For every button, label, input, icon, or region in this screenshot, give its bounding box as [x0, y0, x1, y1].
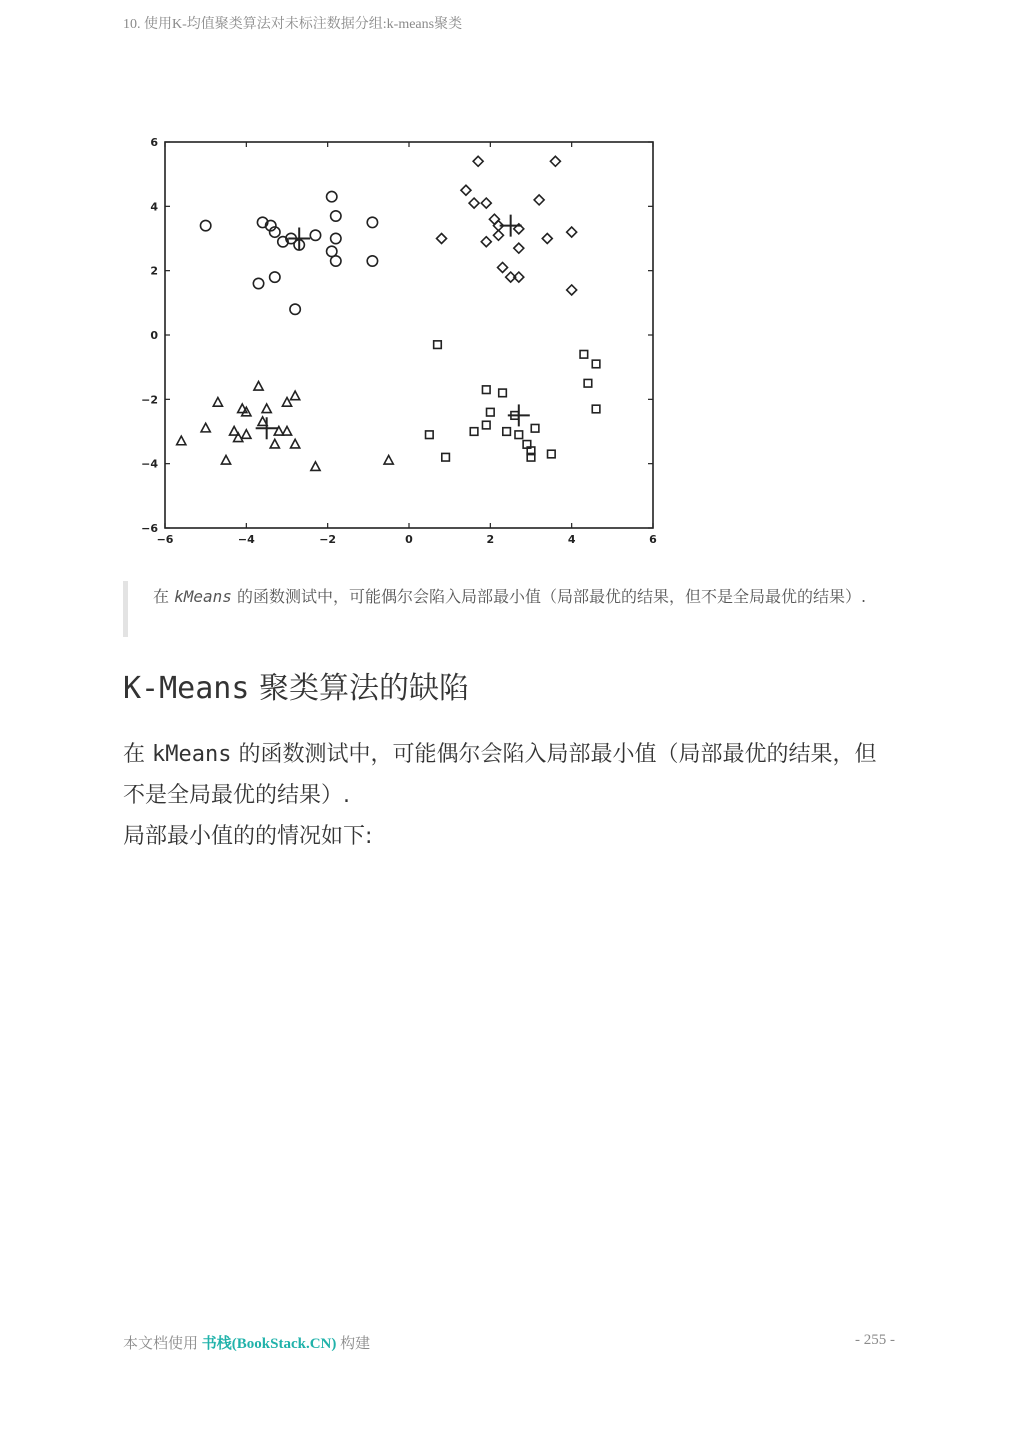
- x-tick-label: −2: [319, 533, 337, 546]
- plot-border: [165, 142, 653, 528]
- square-point: [531, 424, 539, 432]
- square-point: [515, 431, 523, 439]
- square-point: [548, 450, 556, 458]
- square-point: [470, 428, 478, 436]
- y-tick-label: 0: [150, 329, 158, 342]
- y-tick-label: −6: [141, 522, 158, 535]
- triangle-point: [291, 391, 300, 400]
- kmeans-scatter-figure: [123, 130, 695, 552]
- diamond-point: [481, 237, 491, 247]
- circle-point: [367, 256, 377, 266]
- x-tick-label: 4: [567, 533, 576, 546]
- diamond-point: [542, 234, 552, 244]
- x-tick-label: −6: [156, 533, 174, 546]
- circle-point: [327, 246, 337, 256]
- y-tick-label: −2: [141, 393, 158, 407]
- triangle-point: [311, 462, 320, 471]
- footer-suffix: 构建: [336, 1336, 371, 1352]
- footer-prefix: 本文档使用: [123, 1336, 202, 1352]
- page-number: - 255 -: [855, 1332, 895, 1348]
- square-point: [482, 421, 490, 429]
- axis-ticks: [141, 136, 657, 546]
- circle-point: [253, 278, 263, 288]
- section-title-mono: K-Means: [123, 671, 250, 706]
- triangle-point: [270, 439, 279, 448]
- square-point: [426, 431, 434, 439]
- circle-point: [290, 304, 300, 314]
- square-point: [580, 351, 588, 359]
- diamond-point: [481, 198, 491, 208]
- diamond-point: [461, 185, 471, 195]
- y-tick-label: 4: [150, 200, 158, 214]
- diamond-point: [534, 195, 544, 205]
- square-point: [442, 453, 450, 461]
- body-prefix: 在: [123, 742, 152, 767]
- body-code: kMeans: [152, 742, 232, 767]
- section-title-rest: 聚类算法的缺陷: [249, 671, 469, 706]
- plot-frame: [165, 142, 653, 528]
- quote-prefix: 在: [153, 587, 175, 606]
- centroid-cross: [256, 417, 278, 439]
- diamond-point: [469, 198, 479, 208]
- square-point: [482, 386, 490, 394]
- square-point: [487, 408, 495, 416]
- diamond-point: [567, 285, 577, 295]
- circle-point: [331, 211, 341, 221]
- square-point: [503, 428, 511, 436]
- diamond-point: [493, 230, 503, 240]
- body-paragraph-2: 局部最小值的的情况如下:: [123, 824, 373, 849]
- running-header: 10. 使用K-均值聚类算法对未标注数据分组:k-means聚类: [123, 17, 463, 32]
- triangle-point: [291, 439, 300, 448]
- x-tick-label: −4: [237, 533, 255, 546]
- centroid-cross: [508, 404, 530, 426]
- bookstack-link[interactable]: 书栈(BookStack.CN): [201, 1336, 337, 1352]
- circle-point: [327, 191, 337, 201]
- circle-point: [331, 233, 341, 243]
- y-tick-label: 2: [150, 264, 158, 278]
- circle-point: [331, 256, 341, 266]
- triangle-point: [221, 455, 230, 464]
- body-text: [123, 734, 893, 857]
- diamond-point: [514, 243, 524, 253]
- diamond-point: [567, 227, 577, 237]
- blockquote-note: [123, 581, 883, 637]
- triangle-point: [282, 427, 291, 436]
- square-point: [584, 379, 592, 387]
- circle-point: [367, 217, 377, 227]
- square-point: [434, 341, 442, 349]
- page-footer: [123, 1332, 895, 1353]
- quote-suffix: 的函数测试中，可能偶尔会陷入局部最小值（局部最优的结果，但不是全局最优的结果）.: [231, 587, 867, 606]
- diamond-point: [550, 156, 560, 166]
- x-tick-label: 0: [405, 533, 413, 546]
- diamond-point: [473, 156, 483, 166]
- section-title: [123, 667, 469, 711]
- triangle-point: [201, 423, 210, 432]
- square-point: [592, 405, 600, 413]
- triangle-point: [242, 430, 251, 439]
- circle-point: [310, 230, 320, 240]
- scatter-chart: [123, 130, 695, 552]
- diamond-point: [489, 214, 499, 224]
- body-suffix: 的函数测试中，可能偶尔会陷入局部最小值（局部最优的结果，但不是全局最优的结果）.: [123, 742, 877, 808]
- square-point: [499, 389, 507, 397]
- diamond-point: [437, 234, 447, 244]
- data-marks: [177, 156, 600, 470]
- quote-code: kMeans: [174, 587, 232, 606]
- centroid-cross: [288, 228, 310, 250]
- circle-point: [270, 272, 280, 282]
- triangle-point: [262, 404, 271, 413]
- y-tick-label: 6: [150, 136, 158, 149]
- x-tick-label: 2: [486, 533, 495, 546]
- y-tick-label: −4: [141, 457, 158, 471]
- triangle-point: [177, 436, 186, 445]
- square-point: [592, 360, 600, 368]
- body-paragraph-1: [123, 734, 893, 816]
- triangle-point: [213, 398, 222, 407]
- diamond-point: [498, 262, 508, 272]
- circle-point: [200, 220, 210, 230]
- x-tick-label: 6: [649, 533, 657, 546]
- triangle-point: [384, 455, 393, 464]
- triangle-point: [254, 381, 263, 390]
